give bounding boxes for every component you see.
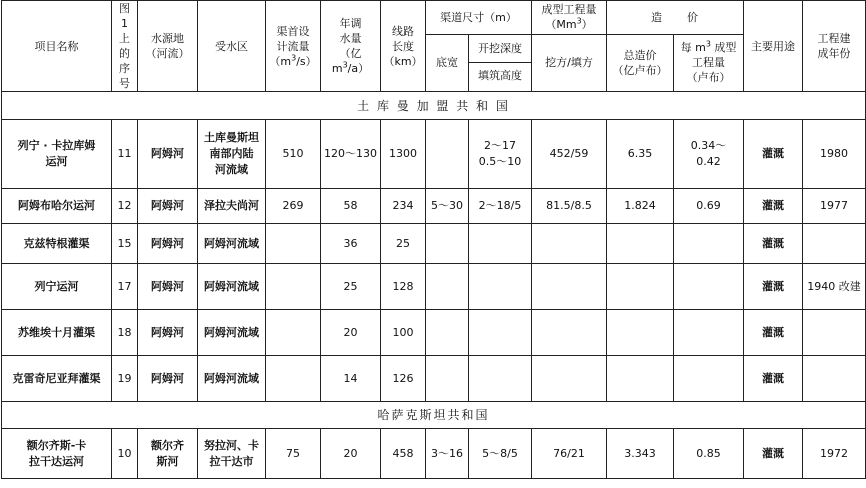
bottom-width-cell: [426, 356, 469, 402]
bottom-width-cell: [426, 310, 469, 356]
fig-no-cell: 18: [112, 310, 138, 356]
earthwork-cell: [532, 310, 607, 356]
header-annual-volume: [321, 1, 381, 92]
project-name-cell: 阿姆布哈尔运河: [2, 189, 112, 224]
depth-cell: [469, 310, 532, 356]
bottom-width-cell: [426, 224, 469, 264]
unit-cost-cell: [674, 356, 744, 402]
year-cell: [803, 224, 866, 264]
fig-no-cell: 12: [112, 189, 138, 224]
unit-cost-cell: 0.85: [674, 429, 744, 479]
header-name: 项目名称: [2, 1, 112, 92]
year-cell: 1972: [803, 429, 866, 479]
header-earthwork-sup: 3: [576, 16, 582, 26]
length-cell: 126: [381, 356, 426, 402]
header-design-flow-pre: 渠首设 计流量 （m: [269, 24, 310, 68]
earthwork-cell: 76/21: [532, 429, 607, 479]
bottom-width-cell: [426, 264, 469, 310]
length-cell: 25: [381, 224, 426, 264]
header-unit-cost-pre: 每 m: [680, 41, 706, 55]
source-cell: 阿姆河: [138, 189, 198, 224]
project-name-cell: 额尔齐斯-卡 拉干达运河: [2, 429, 112, 479]
fig-no-cell: 19: [112, 356, 138, 402]
year-cell: [803, 356, 866, 402]
receiving-area-cell: 阿姆河流域: [198, 224, 266, 264]
unit-cost-cell: [674, 310, 744, 356]
design-flow-cell: [266, 310, 321, 356]
usage-cell: 灌溉: [744, 120, 803, 189]
header-earthwork: [532, 1, 607, 35]
usage-cell: 灌溉: [744, 264, 803, 310]
depth-cell: 2～17 0.5～10: [469, 120, 532, 189]
header-unit-cost: [674, 34, 744, 91]
header-earthwork-sub: 挖方/填方: [532, 34, 607, 91]
header-earthwork-pre: 成型工程量 （Mm: [541, 3, 597, 32]
header-channel-size: 渠道尺寸（m）: [426, 1, 532, 35]
header-annual-pre: 年调 水量 （亿 m: [331, 17, 362, 75]
table-row: [2, 356, 866, 402]
source-cell: 额尔齐 斯河: [138, 429, 198, 479]
header-earthwork-post: ）: [581, 18, 593, 32]
depth-cell: 2～18/5: [469, 189, 532, 224]
length-cell: 458: [381, 429, 426, 479]
unit-cost-cell: 0.69: [674, 189, 744, 224]
header-design-flow-sup: 3: [291, 52, 297, 62]
project-name-cell: 克兹特根灌渠: [2, 224, 112, 264]
total-cost-cell: [607, 224, 674, 264]
design-flow-cell: [266, 224, 321, 264]
length-cell: 128: [381, 264, 426, 310]
depth-cell: [469, 356, 532, 402]
design-flow-cell: 269: [266, 189, 321, 224]
annual-volume-cell: 120～130: [321, 120, 381, 189]
header-usage: 主要用途: [744, 1, 803, 92]
header-unit-cost-sup: 3: [705, 39, 711, 49]
unit-cost-cell: [674, 264, 744, 310]
source-cell: 阿姆河: [138, 120, 198, 189]
unit-cost-cell: 0.34～ 0.42: [674, 120, 744, 189]
project-name-cell: 列宁 · 卡拉库姆 运河: [2, 120, 112, 189]
bottom-width-cell: 3～16: [426, 429, 469, 479]
annual-volume-cell: 58: [321, 189, 381, 224]
depth-cell: 5～8/5: [469, 429, 532, 479]
usage-cell: 灌溉: [744, 310, 803, 356]
depth-cell: [469, 224, 532, 264]
header-annual-sup: 3: [342, 60, 348, 70]
design-flow-cell: 510: [266, 120, 321, 189]
design-flow-cell: [266, 264, 321, 310]
receiving-area-cell: 阿姆河流域: [198, 310, 266, 356]
project-name-cell: 列宁运河: [2, 264, 112, 310]
year-cell: 1977: [803, 189, 866, 224]
annual-volume-cell: 36: [321, 224, 381, 264]
table-row: [2, 120, 866, 189]
section-row: [2, 92, 866, 120]
annual-volume-cell: 14: [321, 356, 381, 402]
source-cell: 阿姆河: [138, 264, 198, 310]
header-row-1: [2, 1, 866, 35]
header-excavation-depth: 开挖深度: [469, 36, 531, 63]
header-annual-post: /a）: [347, 62, 370, 75]
source-cell: 阿姆河: [138, 224, 198, 264]
total-cost-cell: [607, 310, 674, 356]
header-fill-height: 填筑高度: [478, 69, 522, 83]
earthwork-cell: [532, 224, 607, 264]
source-cell: 阿姆河: [138, 356, 198, 402]
header-design-flow-post: /s）: [296, 54, 317, 68]
table-row: [2, 224, 866, 264]
annual-volume-cell: 20: [321, 310, 381, 356]
depth-cell: [469, 264, 532, 310]
length-cell: 234: [381, 189, 426, 224]
earthwork-cell: 452/59: [532, 120, 607, 189]
length-cell: 100: [381, 310, 426, 356]
section-title: 土 库 曼 加 盟 共 和 国: [2, 92, 866, 120]
total-cost-cell: [607, 264, 674, 310]
bottom-width-cell: [426, 120, 469, 189]
year-cell: 1940 改建: [803, 264, 866, 310]
usage-cell: 灌溉: [744, 189, 803, 224]
header-source: 水源地 （河流）: [138, 1, 198, 92]
total-cost-cell: 3.343: [607, 429, 674, 479]
header-bottom-width: 底宽: [426, 34, 469, 91]
section-row: [2, 402, 866, 429]
receiving-area-cell: 土库曼斯坦 南部内陆 河流域: [198, 120, 266, 189]
bottom-width-cell: 5～30: [426, 189, 469, 224]
year-cell: [803, 310, 866, 356]
length-cell: 1300: [381, 120, 426, 189]
header-total-cost: 总造价 （亿卢布）: [607, 34, 674, 91]
total-cost-cell: 1.824: [607, 189, 674, 224]
header-design-flow: [266, 1, 321, 92]
receiving-area-cell: 阿姆河流域: [198, 264, 266, 310]
header-cost: 造 价: [607, 1, 744, 35]
canal-projects-table: [1, 0, 866, 479]
header-unit-cost-post: 成型 工程量 （卢布）: [686, 41, 737, 85]
receiving-area-cell: 努拉河、卡 拉干达市: [198, 429, 266, 479]
fig-no-cell: 15: [112, 224, 138, 264]
total-cost-cell: [607, 356, 674, 402]
fig-no-cell: 11: [112, 120, 138, 189]
header-year: 工程建 成年份: [803, 1, 866, 92]
header-receiving-area: 受水区: [198, 1, 266, 92]
fig-no-cell: 10: [112, 429, 138, 479]
table-row: [2, 264, 866, 310]
source-cell: 阿姆河: [138, 310, 198, 356]
year-cell: 1980: [803, 120, 866, 189]
header-fig-no: 图 1 上的 序号: [112, 1, 138, 92]
unit-cost-cell: [674, 224, 744, 264]
header-length: 线路 长度 （km）: [381, 1, 426, 92]
table-row: [2, 429, 866, 479]
table-body: [2, 1, 866, 479]
project-name-cell: 克雷奇尼亚拜灌渠: [2, 356, 112, 402]
annual-volume-cell: 20: [321, 429, 381, 479]
receiving-area-cell: 阿姆河流域: [198, 356, 266, 402]
usage-cell: 灌溉: [744, 224, 803, 264]
annual-volume-cell: 25: [321, 264, 381, 310]
fig-no-cell: 17: [112, 264, 138, 310]
earthwork-cell: [532, 264, 607, 310]
section-title: 哈萨克斯坦共和国: [2, 402, 866, 429]
design-flow-cell: [266, 356, 321, 402]
earthwork-cell: 81.5/8.5: [532, 189, 607, 224]
design-flow-cell: 75: [266, 429, 321, 479]
table-row: [2, 189, 866, 224]
receiving-area-cell: 泽拉夫尚河: [198, 189, 266, 224]
table-row: [2, 310, 866, 356]
usage-cell: 灌溉: [744, 356, 803, 402]
usage-cell: 灌溉: [744, 429, 803, 479]
project-name-cell: 苏维埃十月灌渠: [2, 310, 112, 356]
header-depth-height: [469, 34, 532, 91]
earthwork-cell: [532, 356, 607, 402]
total-cost-cell: 6.35: [607, 120, 674, 189]
